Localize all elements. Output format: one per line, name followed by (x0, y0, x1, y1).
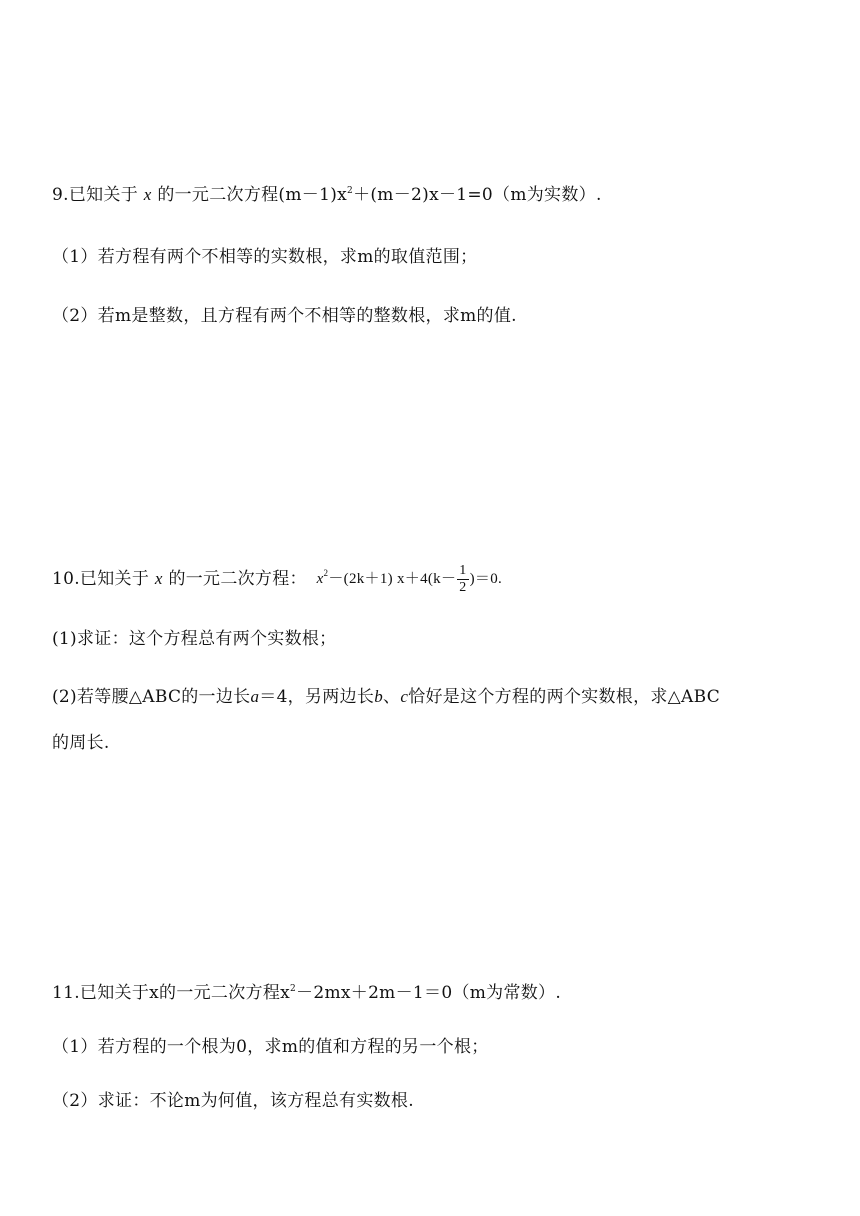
q10-fraction-numerator: 1 (459, 563, 467, 578)
q10-eq-middle: －(2k＋1) x＋4(k－ (328, 570, 457, 587)
q10-part-2-d: 恰好是这个方程的两个实数根，求△ABC (408, 687, 721, 707)
question-10-stem (52, 563, 502, 596)
q10-eq-end: )＝0. (469, 570, 503, 587)
q11-part-2: （2）求证：不论m为何值，该方程总有实数根. (52, 1091, 414, 1111)
question-9-stem (52, 183, 602, 207)
q10-variable-c: c (400, 687, 409, 706)
q9-text-a: 的一元二次方程(m－1)x (157, 185, 348, 205)
question-11-stem (52, 981, 561, 1005)
q10-part-2-line-2: 的周长. (52, 733, 110, 753)
q11-exponent: 2 (290, 984, 297, 994)
q10-part-2-b: ＝4，另两边长 (259, 687, 375, 707)
q11-text-b: －2mx＋2m－1＝0（m为常数）. (296, 983, 562, 1003)
q9-prefix: 9.已知关于 (52, 185, 139, 205)
q10-part-2-a: (2)若等腰△ABC的一边长 (52, 687, 251, 707)
q9-text-b: ＋(m－2)x－1=0（m为实数）. (353, 185, 602, 205)
q10-part-1: (1)求证：这个方程总有两个实数根； (52, 629, 337, 649)
q10-fraction-denominator: 2 (459, 580, 467, 595)
q9-exponent: 2 (347, 186, 354, 196)
q10-eq-exponent: 2 (323, 567, 329, 578)
q10-prefix: 10.已知关于 (52, 569, 150, 589)
q10-part-2-c: 、 (383, 687, 401, 707)
q10-variable-b: b (374, 687, 383, 706)
q11-text-a: 11.已知关于x的一元二次方程x (52, 983, 291, 1003)
q10-text-a: 的一元二次方程： (168, 569, 307, 589)
q9-variable-x: x (143, 185, 152, 204)
q10-part-2 (52, 685, 720, 709)
q9-part-2: （2）若m是整数，且方程有两个不相等的整数根，求m的值. (52, 306, 517, 326)
q10-eq-x: x (316, 570, 324, 587)
q11-part-1: （1）若方程的一个根为0，求m的值和方程的另一个根； (52, 1037, 489, 1057)
q10-variable-x: x (154, 569, 163, 588)
q10-equation (317, 563, 502, 596)
q10-variable-a: a (250, 687, 260, 706)
q9-part-1: （1）若方程有两个不相等的实数根，求m的取值范围； (52, 247, 478, 267)
q10-fraction (457, 563, 468, 596)
